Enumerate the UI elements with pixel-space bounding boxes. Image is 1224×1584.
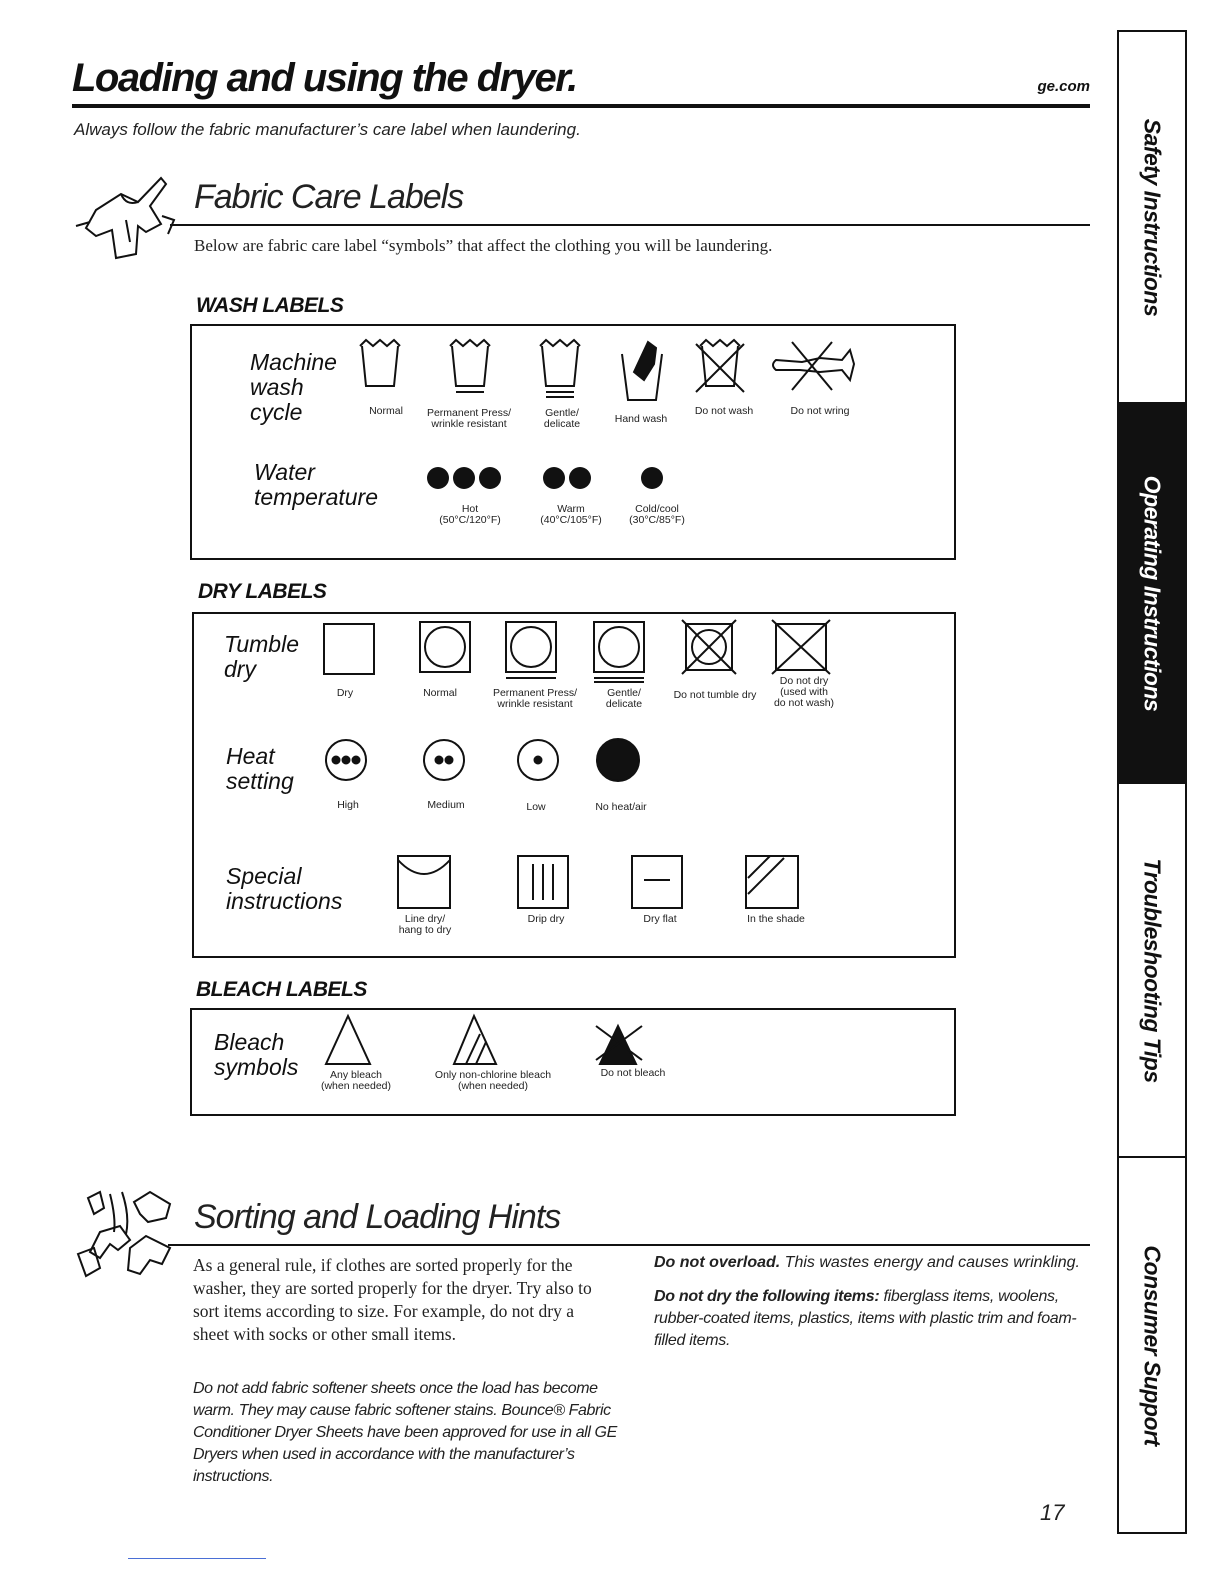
dry-labels-heading: DRY LABELS [198,580,327,603]
bleach-symbols [326,1014,676,1070]
no-heat-icon [597,739,639,781]
tumble-dry-label: Tumble dry [224,631,299,682]
caption-gentle: Gentle/ delicate [543,407,581,430]
tumble-gentle-icon [594,622,644,682]
tumble-normal-icon [420,622,470,672]
dot-hot-2 [453,467,475,489]
tub-permanent-press-icon [450,340,490,392]
tab-safety-instructions[interactable] [1119,32,1185,404]
caption-non-chlorine-bleach: Only non-chlorine bleach (when needed) [434,1069,552,1092]
caption-low: Low [526,801,546,813]
caption-cold: Cold/cool (30°C/85°F) [629,503,685,526]
sorting-clothes-icon [70,1188,200,1288]
tip-do-not-dry-bold: Do not dry the following items: [654,1288,880,1305]
footer-link-line [128,1558,266,1559]
drip-dry-icon [518,856,568,908]
machine-wash-label: Machine wash cycle [250,349,337,425]
header-rule [72,104,1090,108]
tip-do-not-overload-text: This wastes energy and causes wrinkling. [780,1254,1080,1271]
tumble-dry-symbols [320,620,850,680]
heat-medium-icon [424,740,464,780]
tumble-permanent-press-icon [506,622,556,678]
special-instructions-label: Special instructions [226,863,343,914]
tip-do-not-overload-bold: Do not overload. [654,1254,781,1271]
do-not-tumble-dry-icon [682,620,736,674]
fabric-care-intro: Below are fabric care label “symbols” that affect the clothing you will be laundering. [194,236,773,255]
do-not-wash-icon [696,340,744,392]
caption-no-heat: No heat/air [595,801,647,813]
caption-tumble-permanent-press: Permanent Press/ wrinkle resistant [492,687,578,710]
do-not-bleach-icon [596,1026,642,1064]
dot-warm-2 [569,467,591,489]
caption-do-not-bleach: Do not bleach [600,1067,666,1079]
tab-troubleshooting-tips[interactable] [1119,784,1185,1158]
sorting-title: Sorting and Loading Hints [194,1198,561,1236]
tab-operating-instructions[interactable] [1119,404,1185,784]
fabric-care-title: Fabric Care Labels [194,178,464,216]
water-temp-label: Water temperature [254,459,379,510]
fabric-care-rule [170,224,1090,226]
heat-setting-symbols [322,736,642,786]
caption-hand-wash: Hand wash [614,413,668,425]
line-dry-icon [398,856,450,908]
dot-hot-1 [427,467,449,489]
do-not-wring-icon [773,342,854,390]
tab-operating-label: Operating Instructions [1139,475,1166,711]
dot-cold-1 [641,467,663,489]
caption-high: High [337,799,359,811]
caption-do-not-tumble-dry: Do not tumble dry [673,689,757,701]
any-bleach-icon [326,1016,370,1064]
dry-flat-icon [632,856,682,908]
caption-drip-dry: Drip dry [527,913,565,925]
tab-consumer-label: Consumer Support [1139,1244,1166,1446]
caption-do-not-wash: Do not wash [694,405,754,417]
caption-do-not-dry: Do not dry (used with do not wash) [773,675,835,709]
tab-safety-label: Safety Instructions [1139,118,1166,316]
dot-hot-3 [479,467,501,489]
tip-do-not-overload [654,1252,1094,1274]
caption-dry-flat: Dry flat [643,913,677,925]
heat-setting-label: Heat setting [226,743,294,794]
page-subtitle: Always follow the fabric manufacturer’s care label when laundering. [74,120,581,139]
wash-labels-heading: WASH LABELS [196,294,344,317]
tip-do-not-dry-text: fiberglass items, woolens, rubber-coated items, plastics, items with plastic trim and foam-filled items. [654,1288,1077,1349]
special-instructions-symbols [396,854,816,914]
caption-do-not-wring: Do not wring [790,405,850,417]
caption-tumble-normal: Normal [423,687,457,699]
caption-dry: Dry [336,687,354,699]
dot-warm-1 [543,467,565,489]
water-temp-dots [426,464,676,500]
sorting-paragraph: As a general rule, if clothes are sorted properly for the washer, they are sorted properly for the dryer. Try also to sort items according to size. For example, do not dry a sheet with socks or other small items. [193,1255,592,1344]
caption-hot: Hot (50°C/120°F) [439,503,501,526]
square-dry-icon [324,624,374,674]
section-tabs [1117,30,1187,1534]
caption-any-bleach: Any bleach (when needed) [320,1069,392,1092]
heat-low-icon [518,740,558,780]
caption-tumble-gentle: Gentle/ delicate [605,687,643,710]
do-not-dry-icon [772,620,830,674]
tab-troubleshooting-label: Troubleshooting Tips [1139,857,1166,1083]
caption-normal: Normal [369,405,403,417]
tip-do-not-dry-items [654,1286,1094,1352]
in-the-shade-icon [746,856,798,908]
tab-consumer-support[interactable] [1119,1158,1185,1532]
hand-wash-icon [622,342,662,400]
wash-symbols [360,340,880,450]
sorting-rule [168,1244,1090,1246]
caption-medium: Medium [427,799,465,811]
site-url[interactable]: ge.com [1037,78,1090,95]
heat-high-icon [326,740,366,780]
bleach-symbols-label: Bleach symbols [214,1029,299,1080]
softener-note: Do not add fabric softener sheets once the load has become warm. They may cause fabric softener stains. Bounce® Fabric Conditioner Dryer Sheets have been approved for use in all GE Dryers when used in accordance with the manufacturer’s instructions. [193,1380,617,1485]
shirt-icon [66,172,196,264]
page-title: Loading and using the dryer. [72,56,577,100]
non-chlorine-bleach-icon [454,1016,496,1064]
caption-permanent-press: Permanent Press/ wrinkle resistant [426,407,512,430]
bleach-labels-heading: BLEACH LABELS [196,978,367,1001]
tub-normal-icon [360,340,400,386]
tub-gentle-icon [540,340,580,397]
caption-line-dry: Line dry/ hang to dry [398,913,452,936]
page-number: 17 [1040,1500,1065,1525]
caption-in-the-shade: In the shade [747,913,805,925]
caption-warm: Warm (40°C/105°F) [540,503,602,526]
